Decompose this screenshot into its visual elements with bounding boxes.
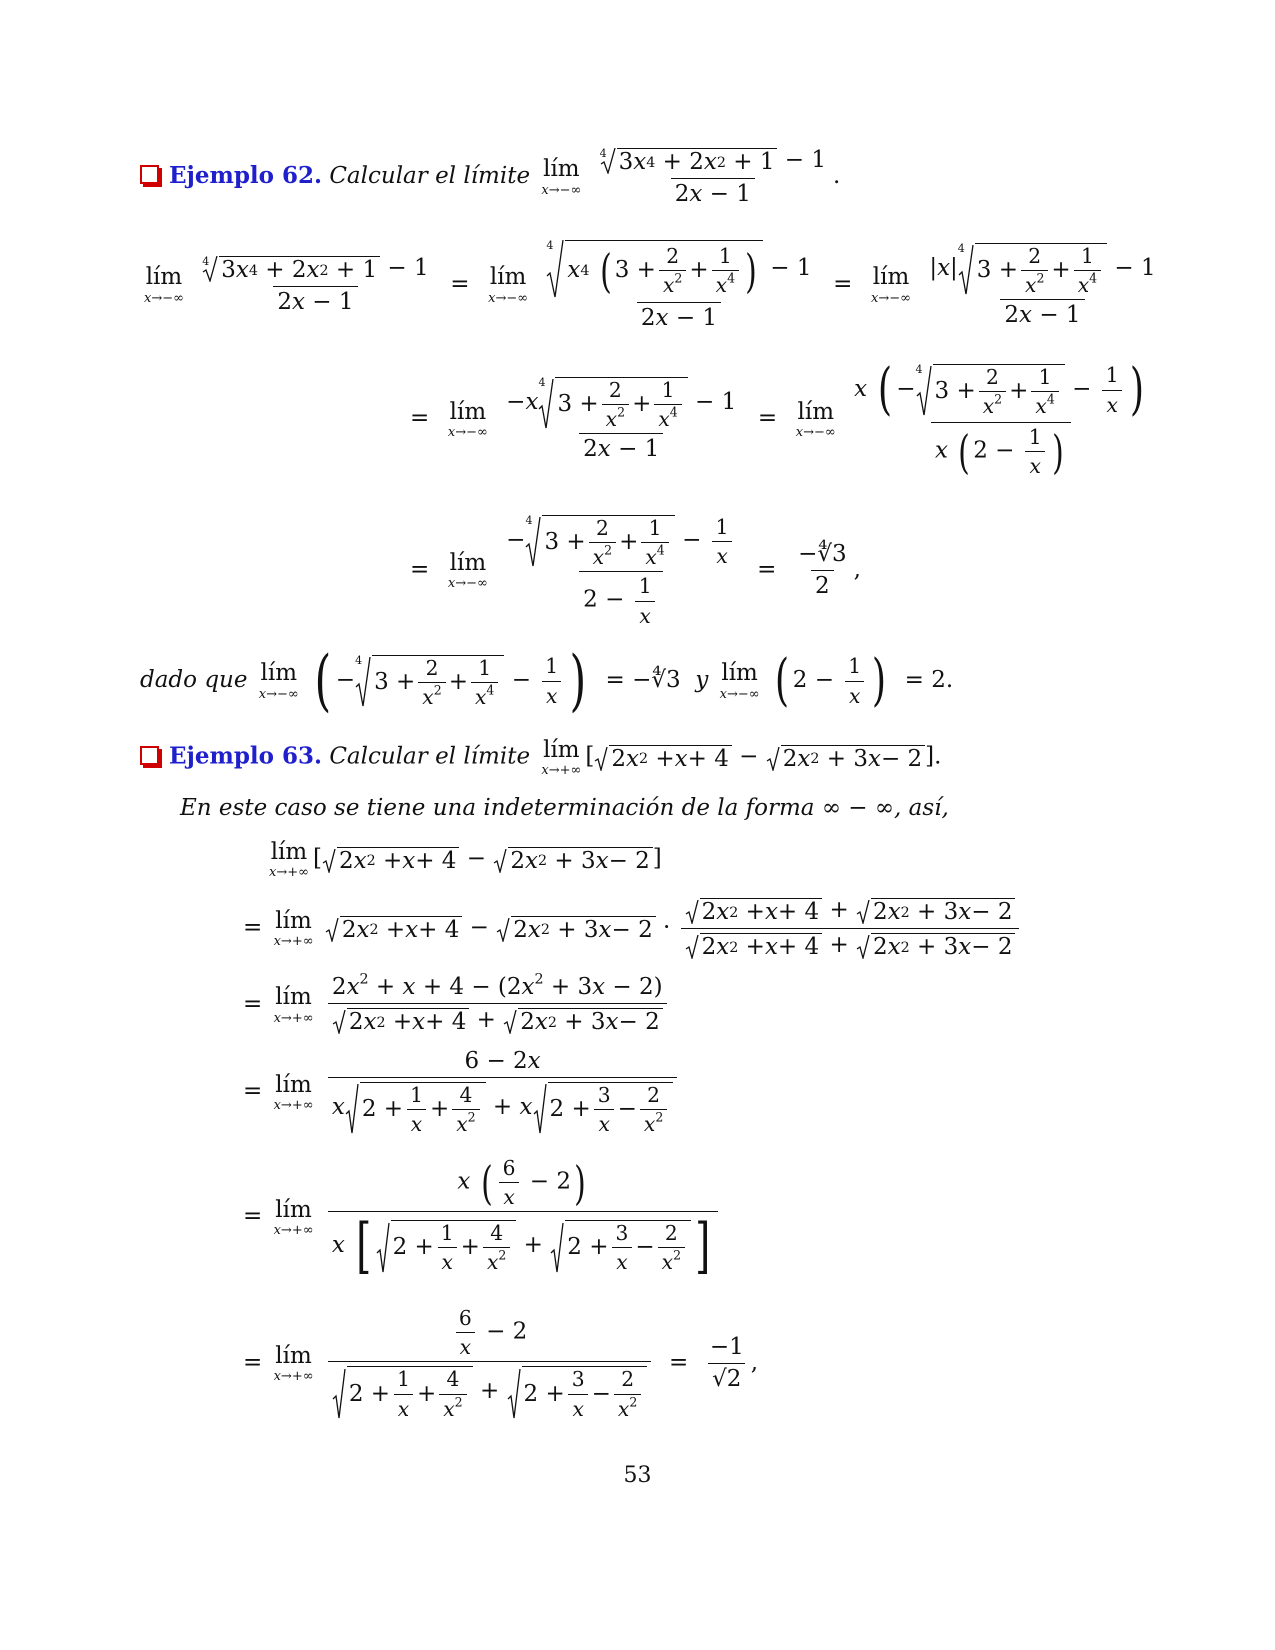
indeterminacion-text: En este caso se tiene una indeterminación de la forma ∞ − ∞, así, [180, 795, 949, 821]
solution-63-step-5: = lím x→+∞ $\frac{6}{x}$ − 2 2 + $\frac{1}{x}$ + $\frac{4}{x^2}$ + 2 + $\frac{3}{x}$ − $\frac{2}{x^2}$ = $\frac{-1}{√2}$ , [243, 1306, 759, 1421]
example-62-prompt: Calcular el límite [329, 163, 531, 189]
solution-62-step-3: = lím x→−∞ − 4 3 + $\frac{2}{x^2}$ + $\frac{1}{x^4}$ − $\frac{1}{x}$ 2 − $\frac{1}{x}$ = $\frac{-∜3}{2}$ , [410, 514, 861, 628]
result-62-numerator: −∜3 [798, 540, 847, 567]
example-62-fraction: 4 3 x 4 + 2 x 2 + 1 − 1 2x − 1 [599, 147, 827, 207]
solution-63-step-2: = lím x→+∞ $2x^2 + x + 4 - (2x^2 + 3x - 2)$ 2 x 2 + x + 4 + 2 x 2 + 3 x − 2 [243, 976, 670, 1034]
solution-63-step-4: = lím x→+∞ x ( $\frac{6}{x}$ − 2) x [ 2 + $\frac{1}{x}$ + $\frac{4}{x^2}$ + 2 + $\frac{3}{x}$ − $\frac{2}{x^2}$ ] [243, 1158, 721, 1276]
result-63-denominator: √2 [708, 1363, 745, 1391]
example-62-heading: Ejemplo 62. [169, 162, 323, 189]
result-63-numerator: −1 [709, 1333, 744, 1360]
solution-63-step-3: = lím x→+∞ 6 − 2x x 2 + $\frac{1}{x}$ + $\frac{4}{x^2}$ + x 2 + $\frac{3}{x}$ − $\frac{2}{x^2}$ [243, 1050, 680, 1134]
solution-62-step-1: lím x→−∞ 4 3 x 4 + 2 x 2 + 1 − 1 2x − 1 = lím x→−∞ 4 x 4 ( 3 + $\frac{2}{x^2}$ + $\frac{1}{x^4}$ ) − 1 2x − 1 = lím x→−∞ |x| 4 3 + $\frac{2}{x^2}$ + $\frac{1}{x^4}$ − 1 2x − 1 [144, 239, 1156, 331]
dado-que-text: dado que [140, 667, 248, 693]
example-63-statement: Ejemplo 63. Calcular el límite lím x→+∞ [ 2 x 2 + x + 4 − 2 x 2 + 3 x − 2 ]. [140, 738, 941, 777]
solution-62-justification: dado que lím x→−∞ ( − 4 3 + $\frac{2}{x^2}$ + $\frac{1}{x^4}$ − $\frac{1}{x}$ ) = −∜3 y lím x→−∞ ( 2 − $\frac{1}{x}$ ) = 2. [140, 642, 954, 719]
page-number: 53 [623, 1463, 652, 1488]
result-62-denominator: 2 [811, 570, 834, 598]
bullet-square-icon [140, 746, 159, 765]
solution-62-step-2: = lím x→−∞ −x 4 3 + $\frac{2}{x^2}$ + $\frac{1}{x^4}$ − 1 2x − 1 = lím x→−∞ x ( − 4 3 + $\frac{2}{x^2}$ + $\frac{1}{x^4}$ − $\frac{1}{x}$ ) x ( 2 − $\frac{1}{x}$ ) [410, 357, 1144, 479]
bullet-square-icon [140, 165, 159, 184]
example-63-prompt: Calcular el límite [329, 743, 531, 770]
solution-63-step-0: lím x→+∞ [ 2 x 2 + x + 4 − 2 x 2 + 3 x − 2 ] [269, 839, 662, 881]
solution-63-step-1: = lím x→+∞ 2 x 2 + x + 4 − 2 x 2 + 3 x − 2 · 2 x 2 + x + 4 + 2 x 2 + 3 x − 2 2 x 2 + x + 4 + 2 x 2 + 3 x − 2 [243, 898, 1022, 959]
limit-operator: lím x→−∞ [541, 156, 582, 198]
example-62-statement: Ejemplo 62. Calcular el límite lím x→−∞ 4 3 x 4 + 2 x 2 + 1 − 1 2x − 1 . [140, 148, 840, 206]
example-63-heading: Ejemplo 63. [169, 742, 323, 770]
